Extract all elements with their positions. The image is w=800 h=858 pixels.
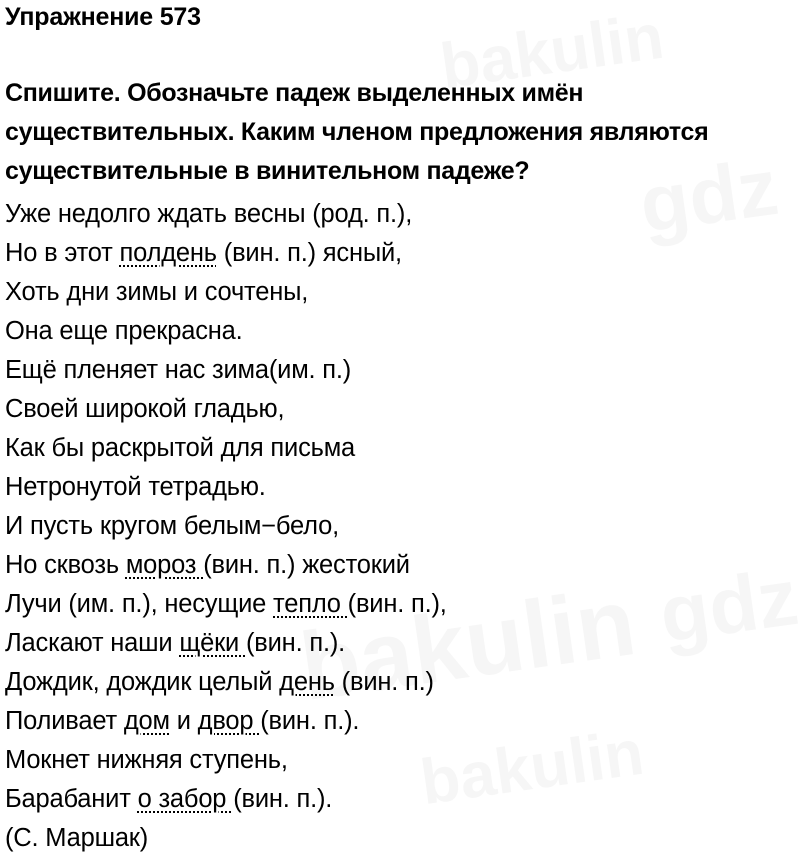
- task-line: существительные в винительном падеже?: [5, 157, 530, 185]
- line-text: Но сквозь: [5, 551, 126, 579]
- line-text: Барабанит: [5, 785, 138, 813]
- poem-line: Нетронутой тетрадью.: [5, 473, 266, 501]
- poem-line: [5, 234, 800, 273]
- highlighted-noun: полдень: [119, 239, 217, 267]
- poem-line: Ещё пленяет нас зима(им. п.): [5, 356, 352, 384]
- line-text: (вин. п.).: [246, 629, 346, 657]
- exercise-title: Упражнение 573: [5, 3, 201, 31]
- line-text: (вин. п.).: [233, 785, 333, 813]
- poem: [5, 191, 800, 858]
- poem-line: [5, 780, 800, 819]
- poem-line: [5, 702, 800, 741]
- poem-line: Мокнет нижняя ступень,: [5, 746, 288, 774]
- poem-line: Как бы раскрытой для письма: [5, 434, 356, 462]
- poem-line: [5, 585, 800, 624]
- highlighted-noun: дом: [123, 707, 170, 735]
- line-text: Лучи (им. п.), несущие: [5, 590, 274, 618]
- line-text: и: [169, 707, 198, 735]
- poem-line: [5, 624, 800, 663]
- poem-line: Хоть дни зимы и сочтены,: [5, 278, 309, 306]
- poem-line: Уже недолго ждать весны (род. п.),: [5, 200, 413, 228]
- line-text: (вин. п.): [334, 668, 434, 696]
- line-text: (вин. п.) жестокий: [203, 551, 410, 579]
- highlighted-noun: двор: [197, 707, 261, 735]
- highlighted-noun: о забор: [137, 785, 234, 813]
- highlighted-noun: щёки: [179, 629, 246, 657]
- poem-line: [5, 546, 800, 585]
- line-text: (вин. п.),: [347, 590, 447, 618]
- line-text: Поливает: [5, 707, 124, 735]
- poem-line: И пусть кругом белым−бело,: [5, 512, 339, 540]
- task-line: Спишите. Обозначьте падеж выделенных имён: [5, 79, 584, 107]
- line-text: Ласкают наши: [5, 629, 180, 657]
- highlighted-noun: тепло: [273, 590, 348, 618]
- poem-line: Своей широкой гладью,: [5, 395, 285, 423]
- poem-author: (С. Маршак): [5, 824, 149, 852]
- task-line: существительных. Каким членом предложения являются: [5, 118, 709, 146]
- line-text: (вин. п.).: [260, 707, 360, 735]
- line-text: Но в этот: [5, 239, 120, 267]
- highlighted-noun: мороз: [125, 551, 204, 579]
- poem-line: Она еще прекрасна.: [5, 317, 243, 345]
- line-text: Дождик, дождик целый: [5, 668, 280, 696]
- poem-line: [5, 663, 800, 702]
- task-instructions: [5, 34, 800, 191]
- highlighted-noun: день: [279, 668, 335, 696]
- line-text: (вин. п.) ясный,: [216, 239, 402, 267]
